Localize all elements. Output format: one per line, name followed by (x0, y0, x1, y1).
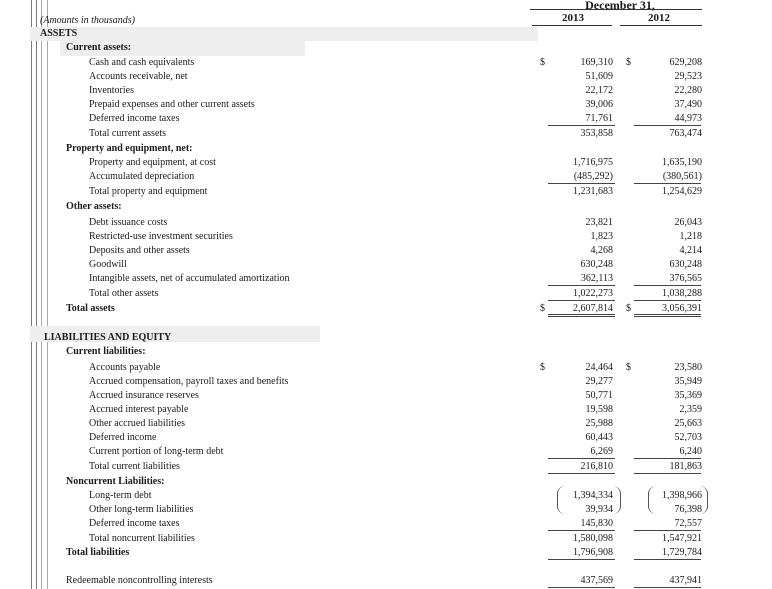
value-2012: 1,398,966 (662, 490, 702, 501)
value-2013: 29,277 (585, 376, 613, 387)
row-label: Accrued compensation, payroll taxes and benefits (89, 376, 289, 387)
total-double-rule (548, 314, 615, 317)
total-row (0, 546, 772, 560)
row-label: Deferred income taxes (89, 518, 180, 529)
value-2012: 22,280 (674, 85, 702, 96)
value-2012: (380,561) (662, 171, 702, 182)
row-label: Restricted-use investment securities (89, 231, 233, 242)
value-2012: 6,240 (679, 446, 702, 457)
value-2012: 23,580 (674, 362, 702, 373)
value-2013: 22,172 (585, 85, 613, 96)
total-assets-label: Total assets (66, 303, 115, 314)
row-label: Accounts receivable, net (89, 71, 188, 82)
row-label: Deposits and other assets (89, 245, 190, 256)
value-2013: 19,598 (585, 404, 613, 415)
row-label: Intangible assets, net of accumulated amortization (89, 273, 290, 284)
value-2013: 362,113 (580, 273, 613, 284)
value-2013: 1,716,975 (573, 157, 613, 168)
column-rule (532, 25, 612, 26)
value-2012: 29,523 (674, 71, 702, 82)
header-rule (530, 9, 702, 10)
row-label: Property and equipment, at cost (89, 157, 216, 168)
value-2013: 1,796,908 (573, 547, 613, 558)
value-2013: 71,761 (585, 113, 613, 124)
row-label: Other accrued liabilities (89, 418, 186, 429)
table-row (0, 532, 772, 546)
table-row (0, 112, 772, 126)
value-2012: 76,398 (674, 504, 702, 515)
row-label: Accrued interest payable (89, 404, 189, 415)
value-2013: 4,268 (590, 245, 613, 256)
subtotal-rule (548, 530, 615, 531)
table-row (0, 272, 772, 286)
table-row (0, 84, 772, 98)
header-date: December 31, (585, 0, 655, 12)
section-heading-row (0, 27, 772, 41)
value-2012: 4,214 (679, 245, 702, 256)
table-row (0, 258, 772, 272)
table-row (0, 287, 772, 301)
subtotal-rule (548, 473, 615, 474)
table-row (0, 170, 772, 184)
total-double-rule (634, 314, 701, 317)
value-2012: 3,056,391 (662, 303, 702, 314)
other-assets-heading: Other assets: (66, 201, 122, 212)
table-row (0, 70, 772, 84)
row-label: Total noncurrent liabilities (89, 533, 195, 544)
value-2012: 44,973 (674, 113, 702, 124)
row-label: Deferred income (89, 432, 157, 443)
dollar-sign: $ (626, 362, 631, 373)
value-2013: 1,394,334 (573, 490, 613, 501)
column-header-2012: 2012 (648, 12, 670, 24)
table-row (0, 361, 772, 375)
value-2013: 216,810 (580, 461, 613, 472)
current-liabilities-heading: Current liabilities: (66, 346, 146, 357)
dollar-sign: $ (540, 57, 545, 68)
assets-heading: ASSETS (40, 28, 78, 39)
subtotal-rule (548, 458, 615, 459)
subtotal-rule (634, 183, 701, 184)
value-2013: 630,248 (580, 259, 613, 270)
value-2012: 72,557 (674, 518, 702, 529)
value-2012: 26,043 (674, 217, 702, 228)
row-label: Other long-term liabilities (89, 504, 194, 515)
table-row (0, 445, 772, 459)
dollar-sign: $ (540, 362, 545, 373)
subtotal-rule (634, 125, 701, 126)
subtotal-rule (634, 458, 701, 459)
table-row (0, 375, 772, 389)
value-2013: 169,310 (580, 57, 613, 68)
table-row (0, 517, 772, 531)
row-label: Cash and cash equivalents (89, 57, 195, 68)
value-2012: 52,703 (674, 432, 702, 443)
table-row (0, 460, 772, 474)
value-2013: 51,609 (585, 71, 613, 82)
table-row (0, 230, 772, 244)
value-2013: 1,231,683 (573, 186, 613, 197)
row-label: Redeemable noncontrolling interests (66, 575, 213, 586)
value-2013: 50,771 (585, 390, 613, 401)
value-2012: 1,038,288 (662, 288, 702, 299)
row-label: Debt issuance costs (89, 217, 168, 228)
value-2012: 37,490 (674, 99, 702, 110)
noncurrent-liabilities-heading: Noncurrent Liabilities: (66, 476, 165, 487)
section-heading-row (0, 331, 772, 345)
value-2013: 1,823 (590, 231, 613, 242)
value-2012: 1,254,629 (662, 186, 702, 197)
value-2013: 1,580,098 (573, 533, 613, 544)
value-2013: 23,821 (585, 217, 613, 228)
table-row (0, 417, 772, 431)
subtotal-rule (548, 125, 615, 126)
table-row (0, 489, 772, 503)
value-2012: 181,863 (669, 461, 702, 472)
value-2012: 1,547,921 (662, 533, 702, 544)
row-label: Total other assets (89, 288, 159, 299)
table-row (0, 156, 772, 170)
subtotal-rule (548, 559, 615, 560)
total-rule (634, 300, 701, 301)
table-row (0, 98, 772, 112)
subsection-heading-row (0, 200, 772, 214)
total-rule (548, 300, 615, 301)
subtotal-rule (634, 285, 701, 286)
value-2012: 35,369 (674, 390, 702, 401)
subtotal-rule (548, 285, 615, 286)
row-label: Total current assets (89, 128, 167, 139)
value-2013: 353,858 (580, 128, 613, 139)
value-2012: 376,565 (669, 273, 702, 284)
value-2013: 39,934 (585, 504, 613, 515)
value-2012: 629,208 (669, 57, 702, 68)
value-2013: 25,988 (585, 418, 613, 429)
table-row (0, 216, 772, 230)
row-label: Long-term debt (89, 490, 152, 501)
table-row (0, 56, 772, 70)
value-2013: 145,830 (580, 518, 613, 529)
liabilities-heading: LIABILITIES AND EQUITY (44, 332, 172, 343)
value-2012: 25,663 (674, 418, 702, 429)
value-2013: 39,006 (585, 99, 613, 110)
value-2013: 24,464 (585, 362, 613, 373)
column-header-2013: 2013 (562, 12, 584, 24)
table-row (0, 127, 772, 141)
table-row (0, 244, 772, 258)
subtotal-rule (548, 183, 615, 184)
row-label: Accumulated depreciation (89, 171, 195, 182)
value-2013: 6,269 (590, 446, 613, 457)
row-label: Deferred income taxes (89, 113, 180, 124)
subsection-heading-row (0, 142, 772, 156)
value-2012: 2,359 (679, 404, 702, 415)
table-row (0, 431, 772, 445)
subsection-heading-row (0, 41, 772, 55)
row-label: Inventories (89, 85, 134, 96)
row-label: Total current liabilities (89, 461, 180, 472)
table-row (0, 574, 772, 588)
subsection-heading-row (0, 345, 772, 359)
value-2012: 437,941 (669, 575, 702, 586)
value-2013: (485,292) (573, 171, 613, 182)
ppe-heading: Property and equipment, net: (66, 143, 193, 154)
value-2013: 60,443 (585, 432, 613, 443)
dollar-sign: $ (626, 57, 631, 68)
row-label: Prepaid expenses and other current assets (89, 99, 255, 110)
value-2012: 763,474 (669, 128, 702, 139)
value-2012: 35,949 (674, 376, 702, 387)
dollar-sign: $ (540, 303, 545, 314)
dollar-sign: $ (626, 303, 631, 314)
value-2013: 1,022,273 (573, 288, 613, 299)
column-rule (620, 25, 702, 26)
value-2012: 1,729,784 (662, 547, 702, 558)
current-assets-heading: Current assets: (66, 42, 132, 53)
subtotal-rule (548, 587, 615, 588)
subtotal-rule (634, 530, 701, 531)
table-row (0, 389, 772, 403)
subtotal-rule (634, 559, 701, 560)
value-2013: 437,569 (580, 575, 613, 586)
table-row (0, 403, 772, 417)
amounts-note: (Amounts in thousands) (40, 15, 135, 26)
value-2012: 1,635,190 (662, 157, 702, 168)
row-label: Goodwill (89, 259, 127, 270)
table-row (0, 185, 772, 199)
value-2012: 630,248 (669, 259, 702, 270)
row-label: Accrued insurance reserves (89, 390, 199, 401)
subtotal-rule (634, 587, 701, 588)
row-label: Total property and equipment (89, 186, 208, 197)
row-label: Accounts payable (89, 362, 161, 373)
value-2013: 2,607,814 (573, 303, 613, 314)
table-row (0, 503, 772, 517)
value-2012: 1,218 (679, 231, 702, 242)
subtotal-rule (634, 473, 701, 474)
row-label: Current portion of long-term debt (89, 446, 224, 457)
total-liabilities-label: Total liabilities (66, 547, 130, 558)
